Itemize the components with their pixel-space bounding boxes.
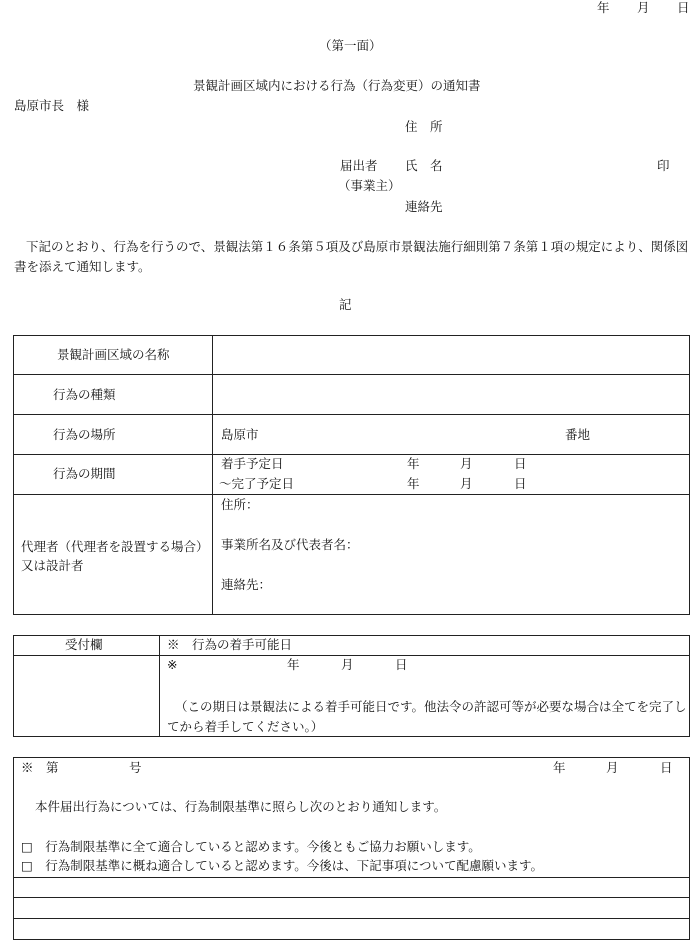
start-date-label: 着手予定日 xyxy=(221,456,284,471)
option-full-compliance[interactable]: □ 行為制限基準に全て適合していると認めます。今後ともご協力お願いします。 xyxy=(21,839,481,854)
agent-label: 代理者（代理者を設置する場合）又は設計者 xyxy=(21,539,209,573)
notice-number-prefix: ※ 第 xyxy=(21,760,59,775)
applicant-name-label: 氏 名 xyxy=(405,158,443,173)
header-month: 月 xyxy=(637,0,650,15)
notice-rule xyxy=(13,897,690,898)
start-day: 日 xyxy=(514,456,527,471)
end-month: 月 xyxy=(460,476,473,491)
possible-date-label: ※ 行為の着手可能日 xyxy=(167,637,293,652)
notice-number-suffix: 号 xyxy=(129,760,142,775)
header-day: 日 xyxy=(677,0,690,15)
applicant-contact-label: 連絡先 xyxy=(405,199,443,214)
seal-mark: 印 xyxy=(657,158,670,173)
applicant-address-label: 住 所 xyxy=(405,119,443,134)
face-label: （第一面） xyxy=(319,38,382,53)
end-year: 年 xyxy=(407,476,420,491)
main-table-rule xyxy=(13,414,690,415)
possible-month: 月 xyxy=(341,657,354,672)
end-date-label: ～完了予定日 xyxy=(219,476,295,491)
notice-year: 年 xyxy=(553,760,566,775)
agent-address: 住所： xyxy=(221,497,259,512)
notice-month: 月 xyxy=(606,760,619,775)
ki-label: 記 xyxy=(339,297,352,312)
end-day: 日 xyxy=(514,476,527,491)
business-owner-label: （事業主） xyxy=(338,178,401,193)
reception-mark: ※ xyxy=(167,657,178,672)
reception-rule xyxy=(13,655,690,656)
main-table-rule xyxy=(13,494,690,495)
option-partial-compliance[interactable]: □ 行為制限基準に概ね適合していると認めます。今後は、下記事項について配慮願います。 xyxy=(21,858,544,873)
agent-contact: 連絡先： xyxy=(221,577,272,592)
header-year: 年 xyxy=(597,0,610,15)
reception-note: （この期日は景観法による着手可能日です。他法令の許認可等が必要な場合は全てを完了してから着手してください。） xyxy=(167,699,687,734)
notice-day: 日 xyxy=(660,760,673,775)
notice-statement: 本件届出行為については、行為制限基準に照らし次のとおり通知します。 xyxy=(35,799,447,814)
notice-rule xyxy=(13,918,690,919)
area-name-label: 景観計画区域の名称 xyxy=(57,347,170,362)
possible-day: 日 xyxy=(395,657,408,672)
period-label: 行為の期間 xyxy=(53,466,116,481)
location-label: 行為の場所 xyxy=(53,427,116,442)
action-type-label: 行為の種類 xyxy=(53,387,116,402)
start-month: 月 xyxy=(460,456,473,471)
location-city: 島原市 xyxy=(221,427,259,442)
possible-year: 年 xyxy=(287,657,300,672)
start-year: 年 xyxy=(407,456,420,471)
agent-company: 事業所名及び代表者名： xyxy=(221,537,359,552)
reception-divider xyxy=(159,635,160,737)
main-table-rule xyxy=(13,374,690,375)
reception-header: 受付欄 xyxy=(65,637,103,652)
location-banchi: 番地 xyxy=(565,427,591,442)
notification-paragraph: 下記のとおり、行為を行うので、景観法第１６条第５項及び島原市景観法施行細則第７条第１項の規定により、関係図書を添えて通知します。 xyxy=(14,239,689,274)
document-title: 景観計画区域内における行為（行為変更）の通知書 xyxy=(193,78,481,93)
notifier-label: 届出者 xyxy=(340,158,378,173)
addressee: 島原市長 様 xyxy=(14,98,90,113)
notice-rule xyxy=(13,877,690,878)
main-table-rule xyxy=(13,454,690,455)
